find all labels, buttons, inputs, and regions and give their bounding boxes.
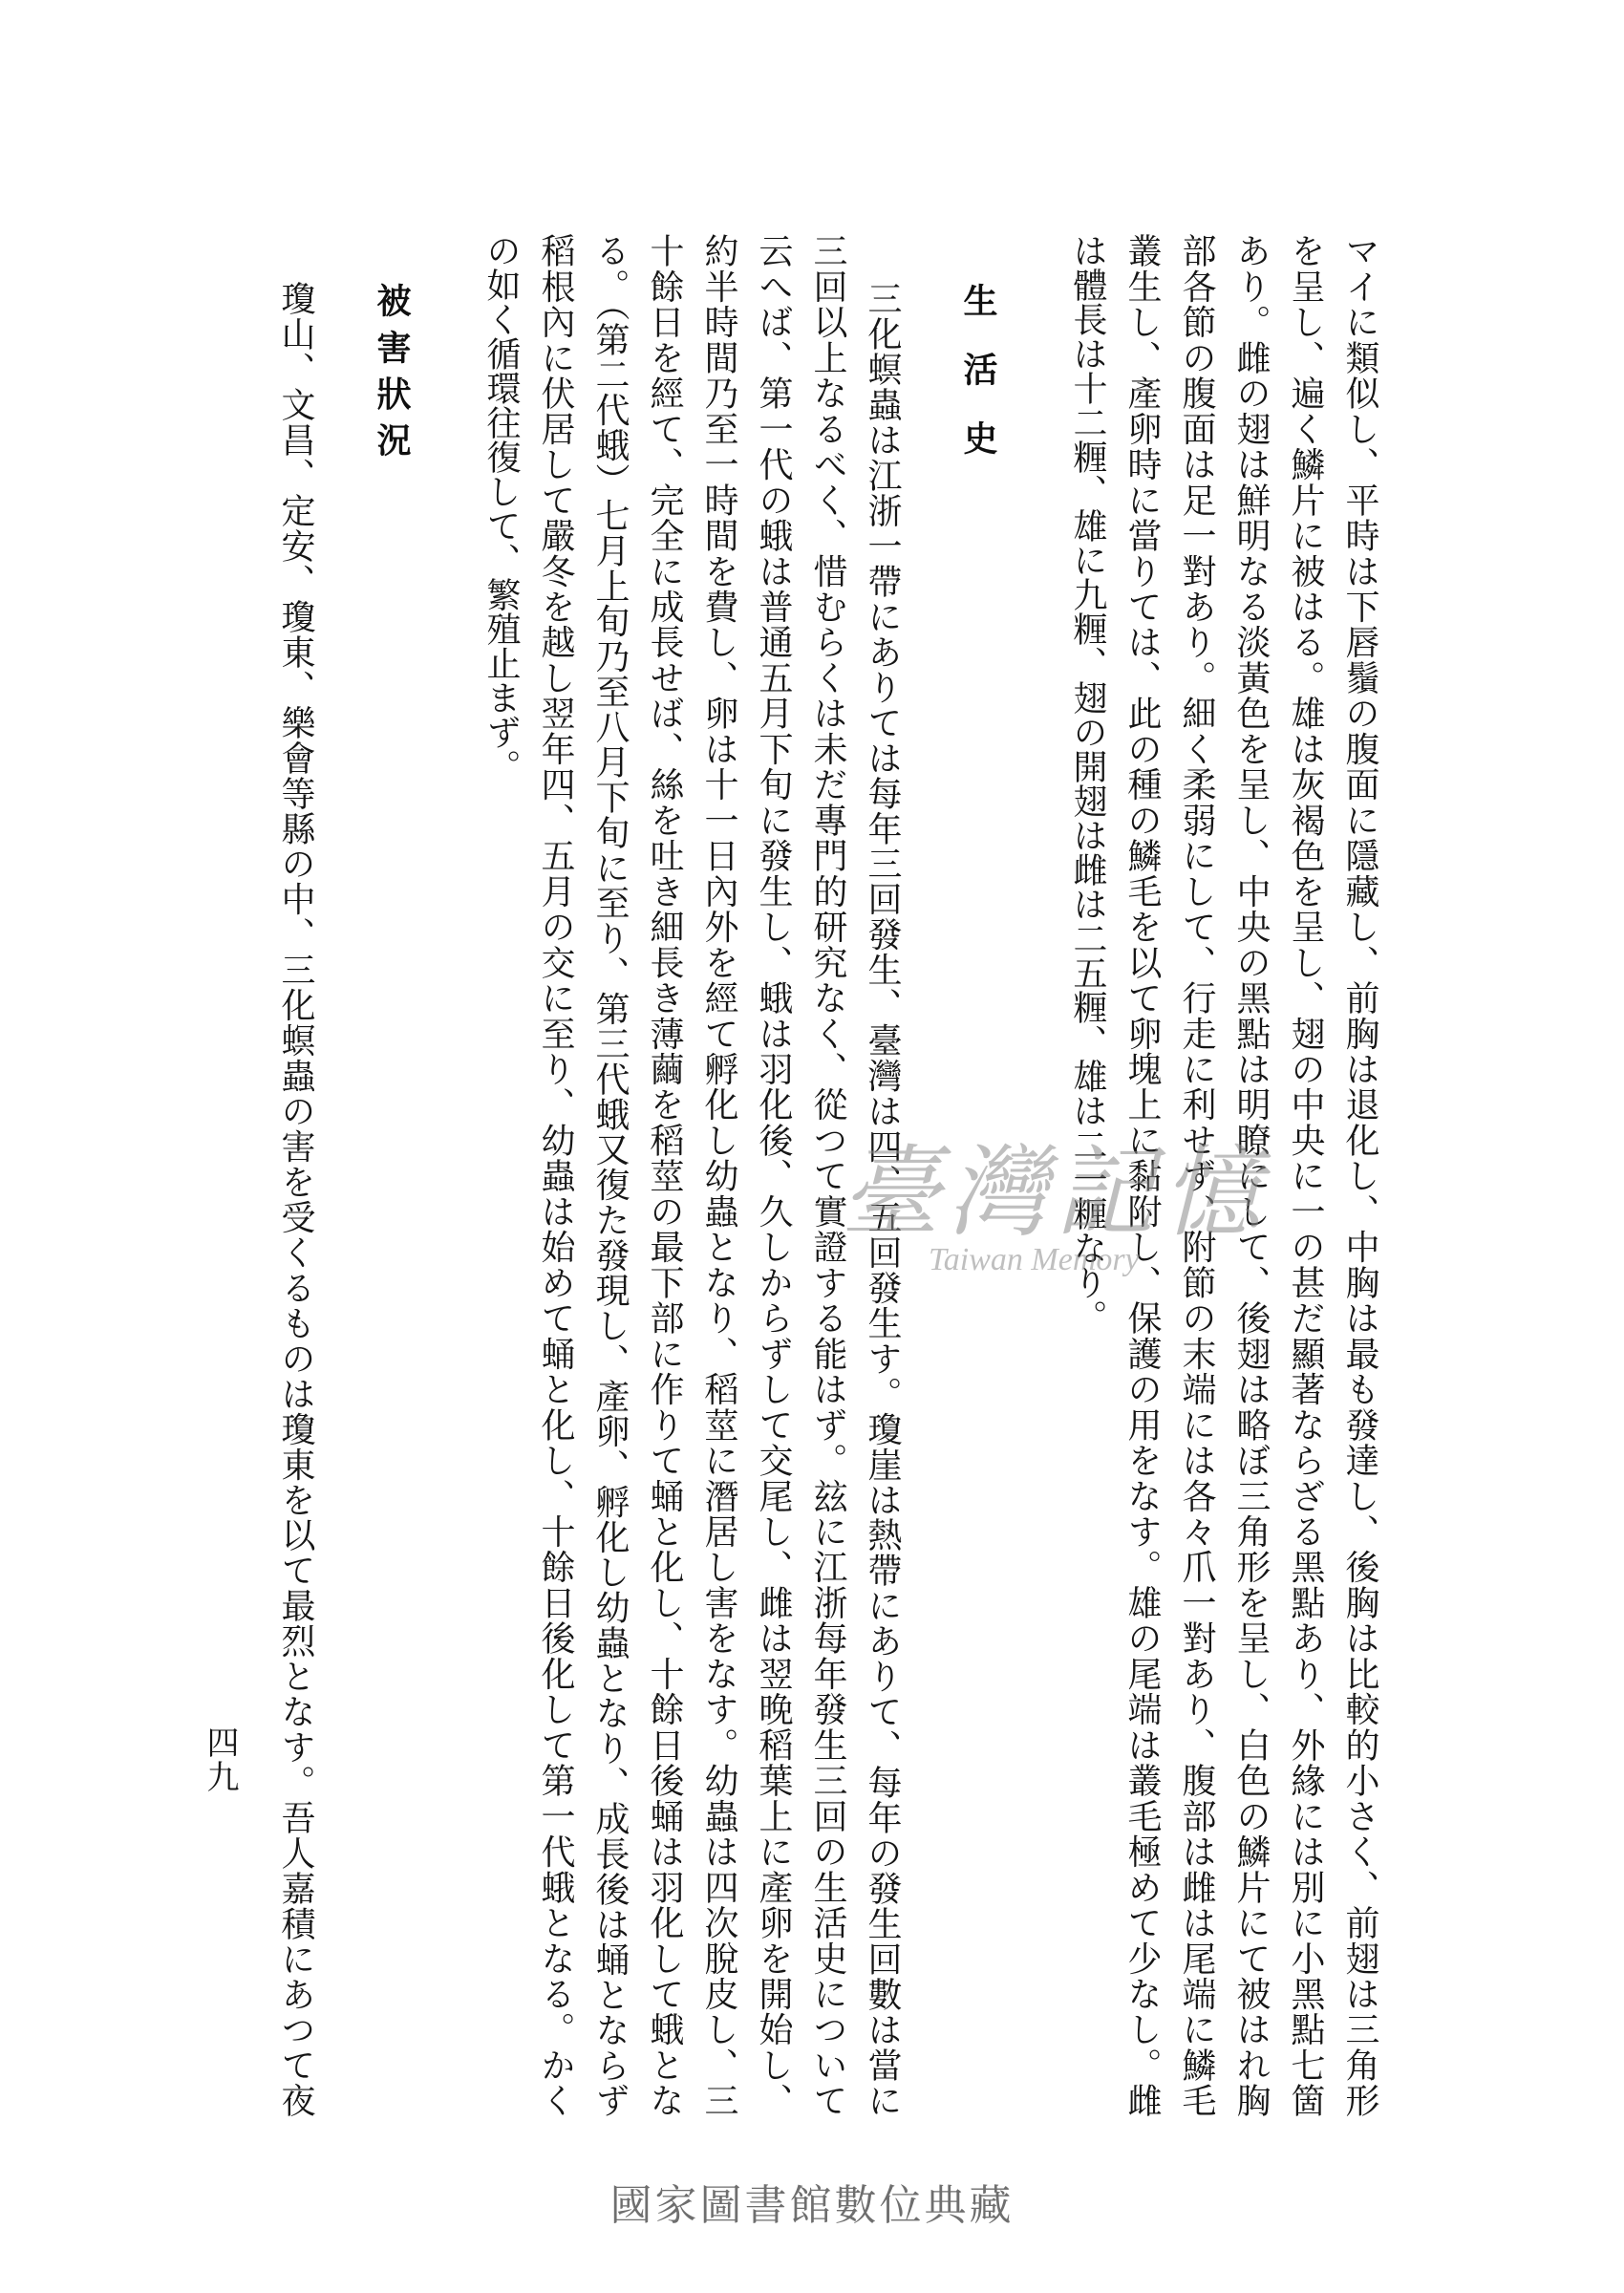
text-line: 約半時間乃至一時間を費し、卵は十一日內外を經て孵化し幼蟲となり、稻莖に潛居し害をなす。幼蟲は四次脫皮し、三 xyxy=(699,233,738,2117)
text-line: 叢生し、產卵時に當りては、此の種の鱗毛を以て卵塊上に黏附し、保護の用をなす。雄の尾端は叢毛極めて少なし。雌 xyxy=(1122,233,1162,2118)
text-line: 三化螟蟲は江浙一帶にありては每年三回發生、臺灣は四、五回發生す。瓊崖は熱帶にありて、每年の發生回數は當に xyxy=(863,281,902,2117)
text-line: 十餘日を經て、完全に成長せば、絲を吐き細長き薄繭を稻莖の最下部に作りて蛹と化し、十餘日後蛹は羽化して蛾とな xyxy=(645,233,684,2117)
section-heading-life-history: 生活史 xyxy=(958,283,998,490)
text-line: の如く循環往復して、繁殖止まず。 xyxy=(481,233,521,783)
text-line: あり。雌の翅は鮮明なる淡黃色を呈し、中央の黑點は明瞭にして、後翅は略ぼ三角形を呈し、白色の鱗片にて被はれ胸 xyxy=(1231,233,1271,2117)
paragraph-moth-morphology xyxy=(1060,233,1387,2117)
text-line: 三回以上なるべく、惜むらくは未だ專門的研究なく、從つて實證する能はず。玆に江浙每年發生三回の生活史について xyxy=(808,233,847,2117)
text-line: マイに類似し、平時は下唇鬚の腹面に隱藏し、前胸は退化し、中胸は最も發達し、後胸は比較的小さく、前翅は三角形 xyxy=(1340,233,1379,2117)
paragraph-damage xyxy=(268,233,323,2117)
text-line: 部各節の腹面は足一對あり。細く柔弱にして、行走に利せず、附節の末端には各々爪一對あり、腹部は雌は尾端に鱗毛 xyxy=(1177,233,1216,2117)
page-number: 四九 xyxy=(201,1725,239,1794)
text-line: 云へば、第一代の蛾は普通五月下旬に發生し、蛾は羽化後、久しからずして交尾し、雌は翌晚稻葉上に產卵を開始し、 xyxy=(754,233,793,2117)
vertical-body-text xyxy=(268,233,1387,2117)
section-heading-damage: 被害狀況 xyxy=(372,283,412,469)
watermark-logo-subtext: Taiwan Memory xyxy=(929,1242,1140,1277)
text-line: は體長は十二糎、雄に九糎、翅の開翅は雌は二五糎、雄は二一糎なり。 xyxy=(1068,233,1107,1334)
text-line: る。（第二代蛾）七月上旬乃至八月下旬に至り、第三代蛾又復た發現し、產卵、孵化し幼蟲となり、成長後は蛹とならず xyxy=(590,233,630,2117)
text-line: を呈し、遍く鱗片に被はる。雄は灰褐色を呈し、翅の中央に一の甚だ顯著ならざる黑點あり、外緣には別に小黑點七箇 xyxy=(1286,233,1325,2117)
watermark-logo-text: 臺灣記憶 xyxy=(841,1134,1270,1251)
text-line: 瓊山、文昌、定安、瓊東、樂會等縣の中、三化螟蟲の害を受くるものは瓊東を以て最烈となす。吾人嘉積にあつて夜 xyxy=(276,281,315,2117)
text-line: 稻根內に伏居して嚴冬を越し翌年四、五月の交に至り、幼蟲は始めて蛹と化し、十餘日後化して第一代蛾となる。かく xyxy=(536,233,575,2117)
collection-credit-footer: 國家圖書館數位典藏 xyxy=(609,2181,1015,2230)
paragraph-life-history xyxy=(474,233,909,2117)
